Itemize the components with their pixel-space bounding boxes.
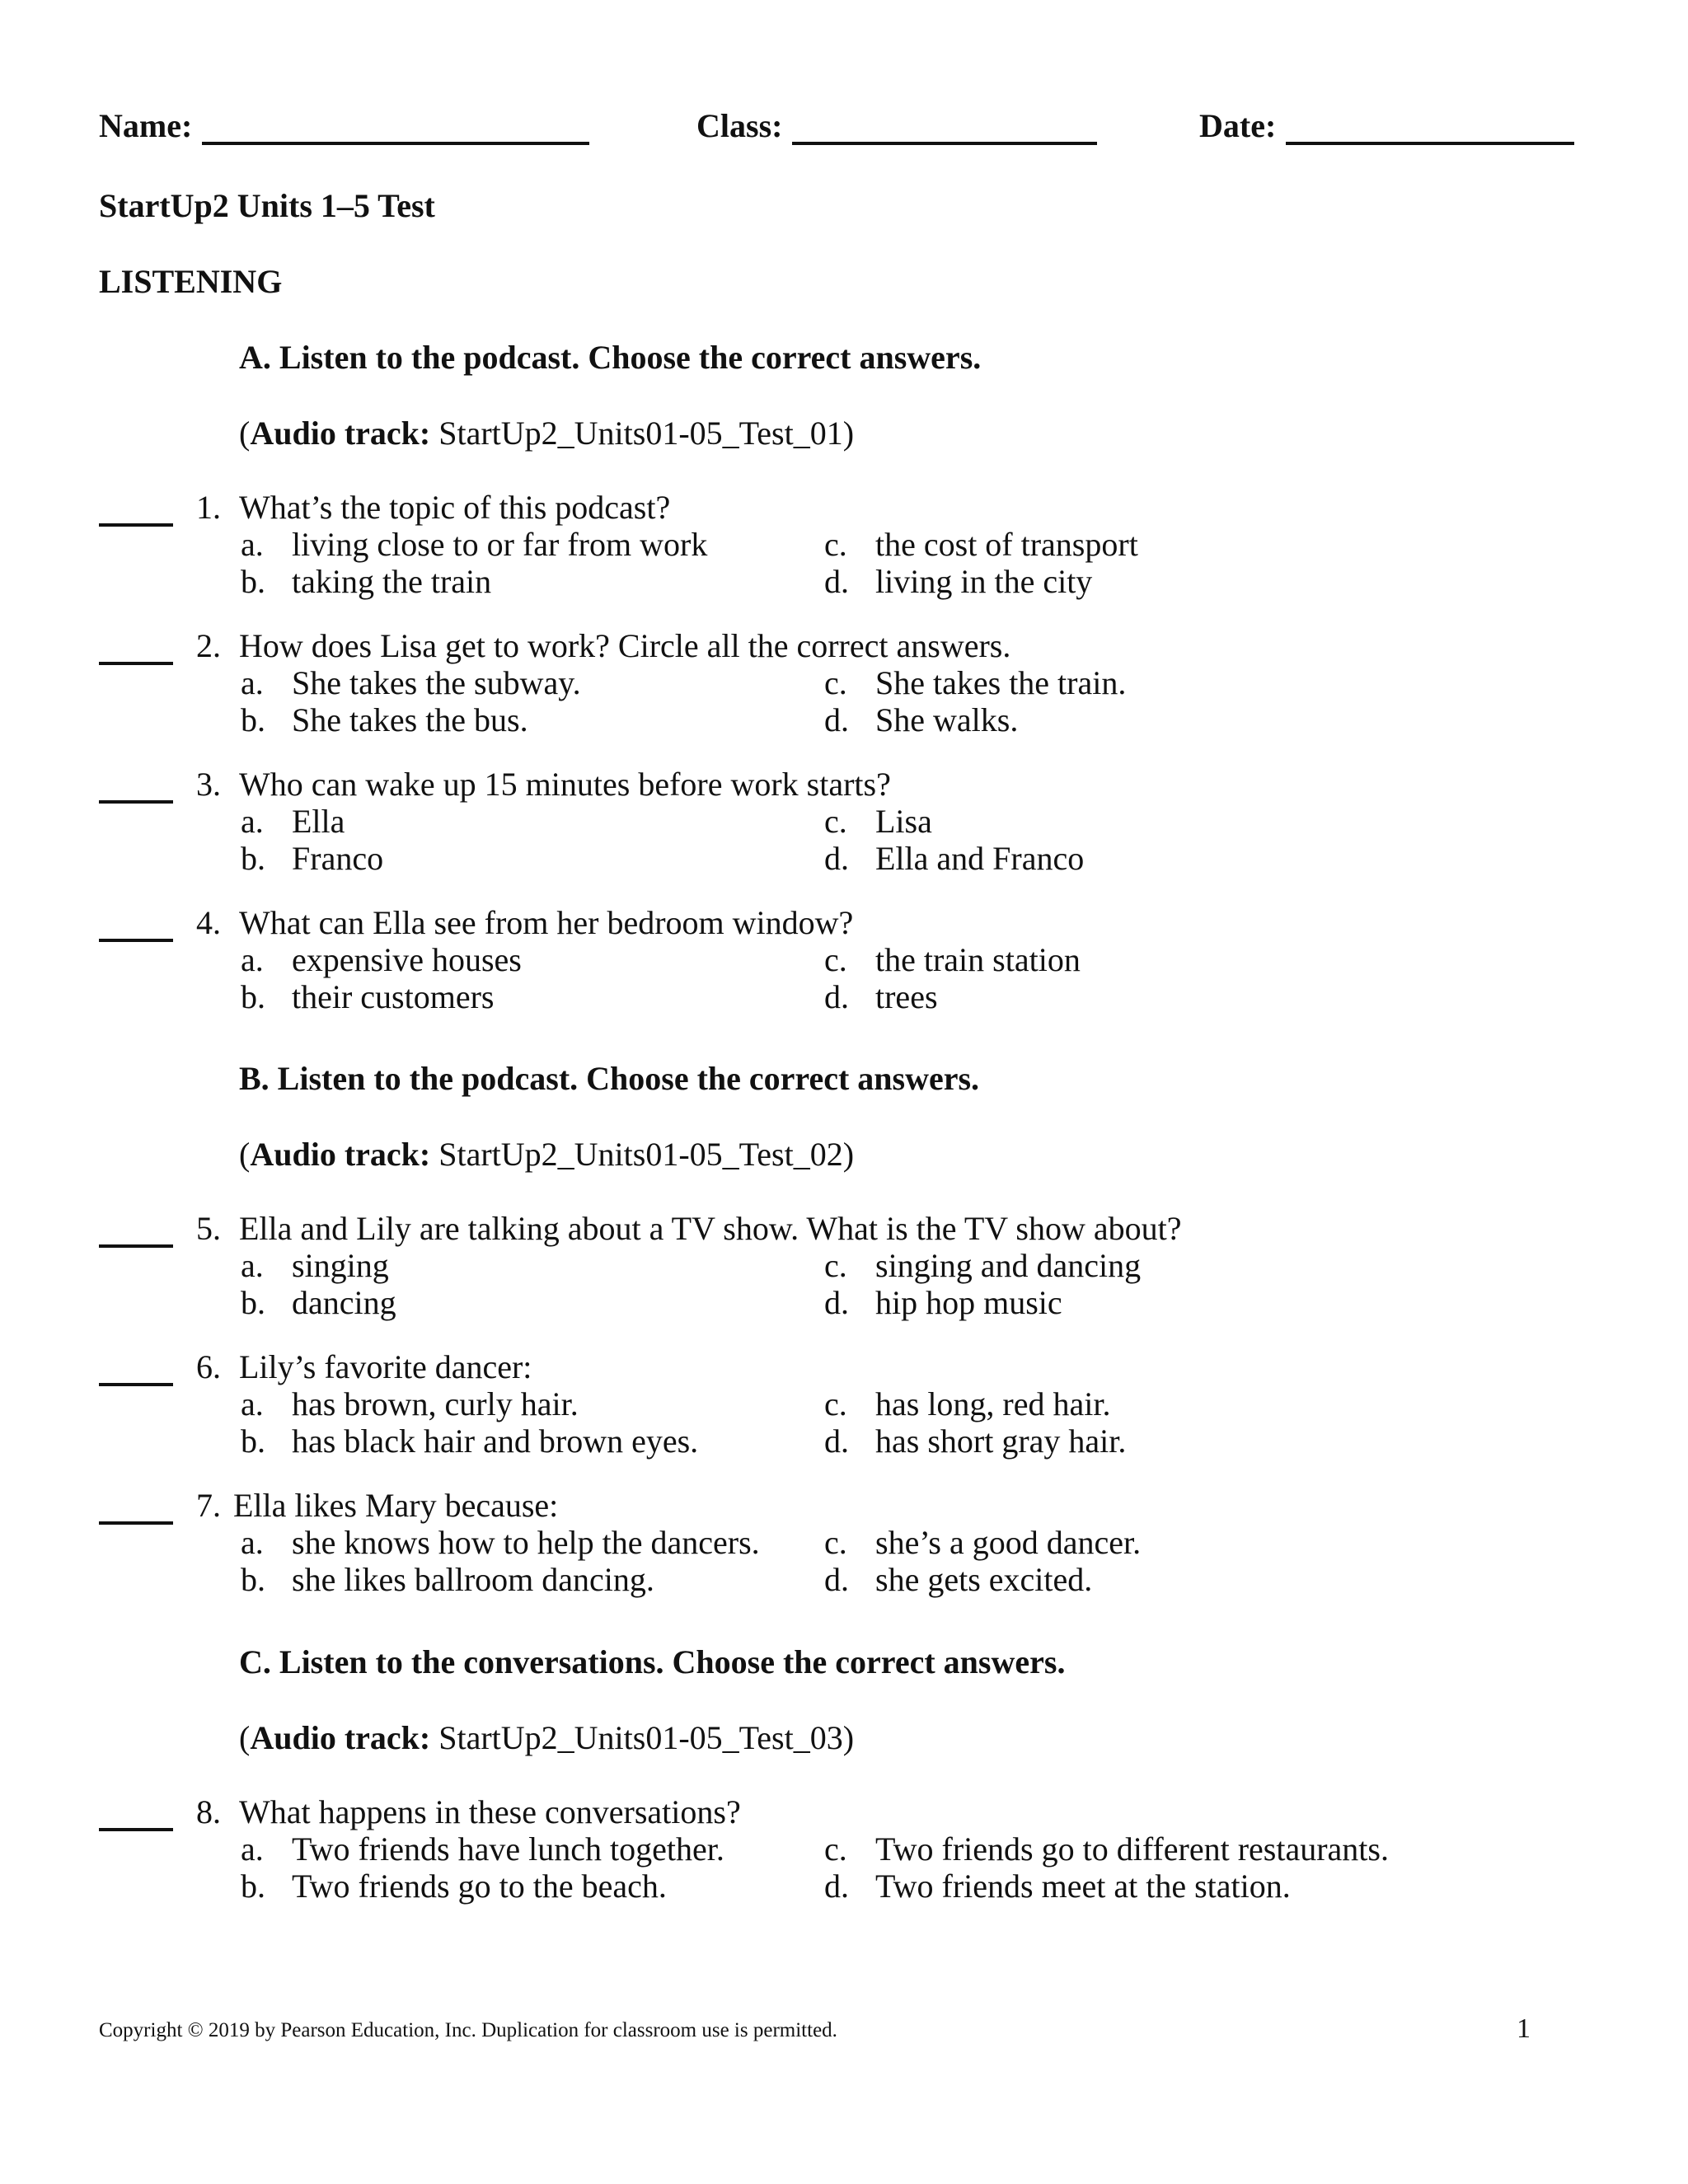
audio-prefix: (: [239, 415, 251, 452]
option-letter: b.: [241, 1422, 265, 1460]
class-label: Class:: [696, 107, 783, 144]
option-text: Franco: [292, 840, 384, 877]
option-letter: c.: [824, 941, 847, 978]
question-stem: Who can wake up 15 minutes before work starts?: [239, 766, 891, 803]
audio-label: Audio track:: [250, 1136, 431, 1173]
question-8: [99, 1793, 1582, 1909]
audio-file: StartUp2_Units01-05_Test_02): [438, 1136, 855, 1173]
option-letter: b.: [241, 701, 265, 738]
question-7: [99, 1487, 1582, 1602]
question-stem: Lily’s favorite dancer:: [239, 1348, 532, 1385]
part-b-instruction: B. Listen to the podcast. Choose the correct answers.: [239, 1060, 980, 1097]
option-letter: c.: [824, 1247, 847, 1284]
option-text: She takes the subway.: [292, 664, 581, 701]
question-stem: Ella likes Mary because:: [233, 1487, 559, 1524]
option-text: has long, red hair.: [875, 1385, 1111, 1422]
student-info-header: [99, 105, 1574, 155]
question-number: 2.: [196, 627, 221, 664]
name-field[interactable]: [99, 105, 589, 145]
question-number: 4.: [196, 904, 221, 941]
option-letter: c.: [824, 664, 847, 701]
part-c-instruction: C. Listen to the conversations. Choose the correct answers.: [239, 1643, 1066, 1680]
option-letter: a.: [241, 803, 264, 840]
option-text: she gets excited.: [875, 1561, 1093, 1598]
option-letter: d.: [824, 563, 849, 600]
option-text: She takes the bus.: [292, 701, 528, 738]
option-letter: b.: [241, 978, 265, 1015]
option-letter: d.: [824, 701, 849, 738]
answer-blank[interactable]: [99, 909, 173, 942]
answer-blank[interactable]: [99, 771, 173, 804]
option-text: has short gray hair.: [875, 1422, 1127, 1460]
option-text: Two friends go to different restaurants.: [875, 1830, 1389, 1868]
copyright-notice: Copyright © 2019 by Pearson Education, Inc. Duplication for classroom use is permitted.: [99, 2019, 837, 2041]
option-letter: c.: [824, 803, 847, 840]
option-letter: d.: [824, 1284, 849, 1321]
name-blank[interactable]: [202, 105, 589, 145]
option-letter: b.: [241, 1561, 265, 1598]
audio-file: StartUp2_Units01-05_Test_01): [438, 415, 855, 452]
question-stem: How does Lisa get to work? Circle all the correct answers.: [239, 627, 1011, 664]
page-number: 1: [1517, 2013, 1531, 2044]
option-text: Two friends meet at the station.: [875, 1868, 1291, 1905]
option-letter: c.: [824, 1830, 847, 1868]
option-text: She takes the train.: [875, 664, 1127, 701]
option-text: She walks.: [875, 701, 1019, 738]
answer-blank[interactable]: [99, 1353, 173, 1386]
option-letter: d.: [824, 1868, 849, 1905]
audio-file: StartUp2_Units01-05_Test_03): [438, 1719, 855, 1756]
option-letter: a.: [241, 941, 264, 978]
option-text: she knows how to help the dancers.: [292, 1524, 760, 1561]
option-text: she’s a good dancer.: [875, 1524, 1142, 1561]
option-text: expensive houses: [292, 941, 522, 978]
audio-prefix: (: [239, 1136, 251, 1173]
option-text: their customers: [292, 978, 495, 1015]
option-letter: b.: [241, 1868, 265, 1905]
question-1: [99, 489, 1582, 604]
question-number: 8.: [196, 1793, 221, 1830]
answer-blank[interactable]: [99, 632, 173, 665]
option-text: living close to or far from work: [292, 526, 708, 563]
answer-blank[interactable]: [99, 1215, 173, 1248]
option-letter: d.: [824, 1422, 849, 1460]
option-text: has brown, curly hair.: [292, 1385, 579, 1422]
answer-blank[interactable]: [99, 494, 173, 527]
option-text: taking the train: [292, 563, 492, 600]
option-letter: a.: [241, 526, 264, 563]
part-a-audio-track: [239, 414, 854, 452]
option-letter: c.: [824, 526, 847, 563]
question-4: [99, 904, 1582, 1019]
option-text: singing and dancing: [875, 1247, 1142, 1284]
option-text: Ella and Franco: [875, 840, 1085, 877]
option-letter: d.: [824, 978, 849, 1015]
option-text: she likes ballroom dancing.: [292, 1561, 654, 1598]
option-text: Two friends go to the beach.: [292, 1868, 667, 1905]
date-label: Date:: [1199, 107, 1277, 144]
question-number: 5.: [196, 1210, 221, 1247]
answer-blank[interactable]: [99, 1798, 173, 1831]
name-label: Name:: [99, 107, 193, 144]
question-stem: Ella and Lily are talking about a TV show. What is the TV show about?: [239, 1210, 1182, 1247]
option-letter: a.: [241, 664, 264, 701]
class-field[interactable]: [696, 105, 1097, 145]
option-letter: a.: [241, 1385, 264, 1422]
class-blank[interactable]: [792, 105, 1097, 145]
question-number: 1.: [196, 489, 221, 526]
question-number: 7.: [196, 1487, 221, 1524]
part-b-audio-track: [239, 1135, 854, 1174]
section-heading: LISTENING: [99, 263, 283, 300]
part-c-audio-track: [239, 1718, 854, 1757]
option-text: dancing: [292, 1284, 396, 1321]
audio-label: Audio track:: [250, 415, 431, 452]
option-text: has black hair and brown eyes.: [292, 1422, 699, 1460]
option-letter: d.: [824, 1561, 849, 1598]
option-text: singing: [292, 1247, 389, 1284]
option-letter: d.: [824, 840, 849, 877]
part-a-instruction: A. Listen to the podcast. Choose the correct answers.: [239, 339, 982, 376]
date-blank[interactable]: [1286, 105, 1574, 145]
audio-label: Audio track:: [250, 1719, 431, 1756]
option-text: the train station: [875, 941, 1081, 978]
question-number: 3.: [196, 766, 221, 803]
question-3: [99, 766, 1582, 881]
option-letter: a.: [241, 1830, 264, 1868]
option-text: Two friends have lunch together.: [292, 1830, 724, 1868]
question-5: [99, 1210, 1582, 1325]
audio-prefix: (: [239, 1719, 251, 1756]
option-text: hip hop music: [875, 1284, 1062, 1321]
date-field[interactable]: [1199, 105, 1574, 145]
option-letter: b.: [241, 1284, 265, 1321]
option-letter: c.: [824, 1385, 847, 1422]
option-text: Lisa: [875, 803, 932, 840]
question-6: [99, 1348, 1582, 1464]
question-stem: What happens in these conversations?: [239, 1793, 741, 1830]
answer-blank[interactable]: [99, 1492, 173, 1525]
question-2: [99, 627, 1582, 743]
option-letter: a.: [241, 1524, 264, 1561]
option-letter: b.: [241, 563, 265, 600]
option-text: the cost of transport: [875, 526, 1138, 563]
question-stem: What can Ella see from her bedroom window?: [239, 904, 854, 941]
option-letter: a.: [241, 1247, 264, 1284]
option-letter: c.: [824, 1524, 847, 1561]
option-letter: b.: [241, 840, 265, 877]
option-text: Ella: [292, 803, 345, 840]
question-stem: What’s the topic of this podcast?: [239, 489, 671, 526]
option-text: living in the city: [875, 563, 1093, 600]
option-text: trees: [875, 978, 938, 1015]
test-title: StartUp2 Units 1–5 Test: [99, 187, 435, 224]
question-number: 6.: [196, 1348, 221, 1385]
